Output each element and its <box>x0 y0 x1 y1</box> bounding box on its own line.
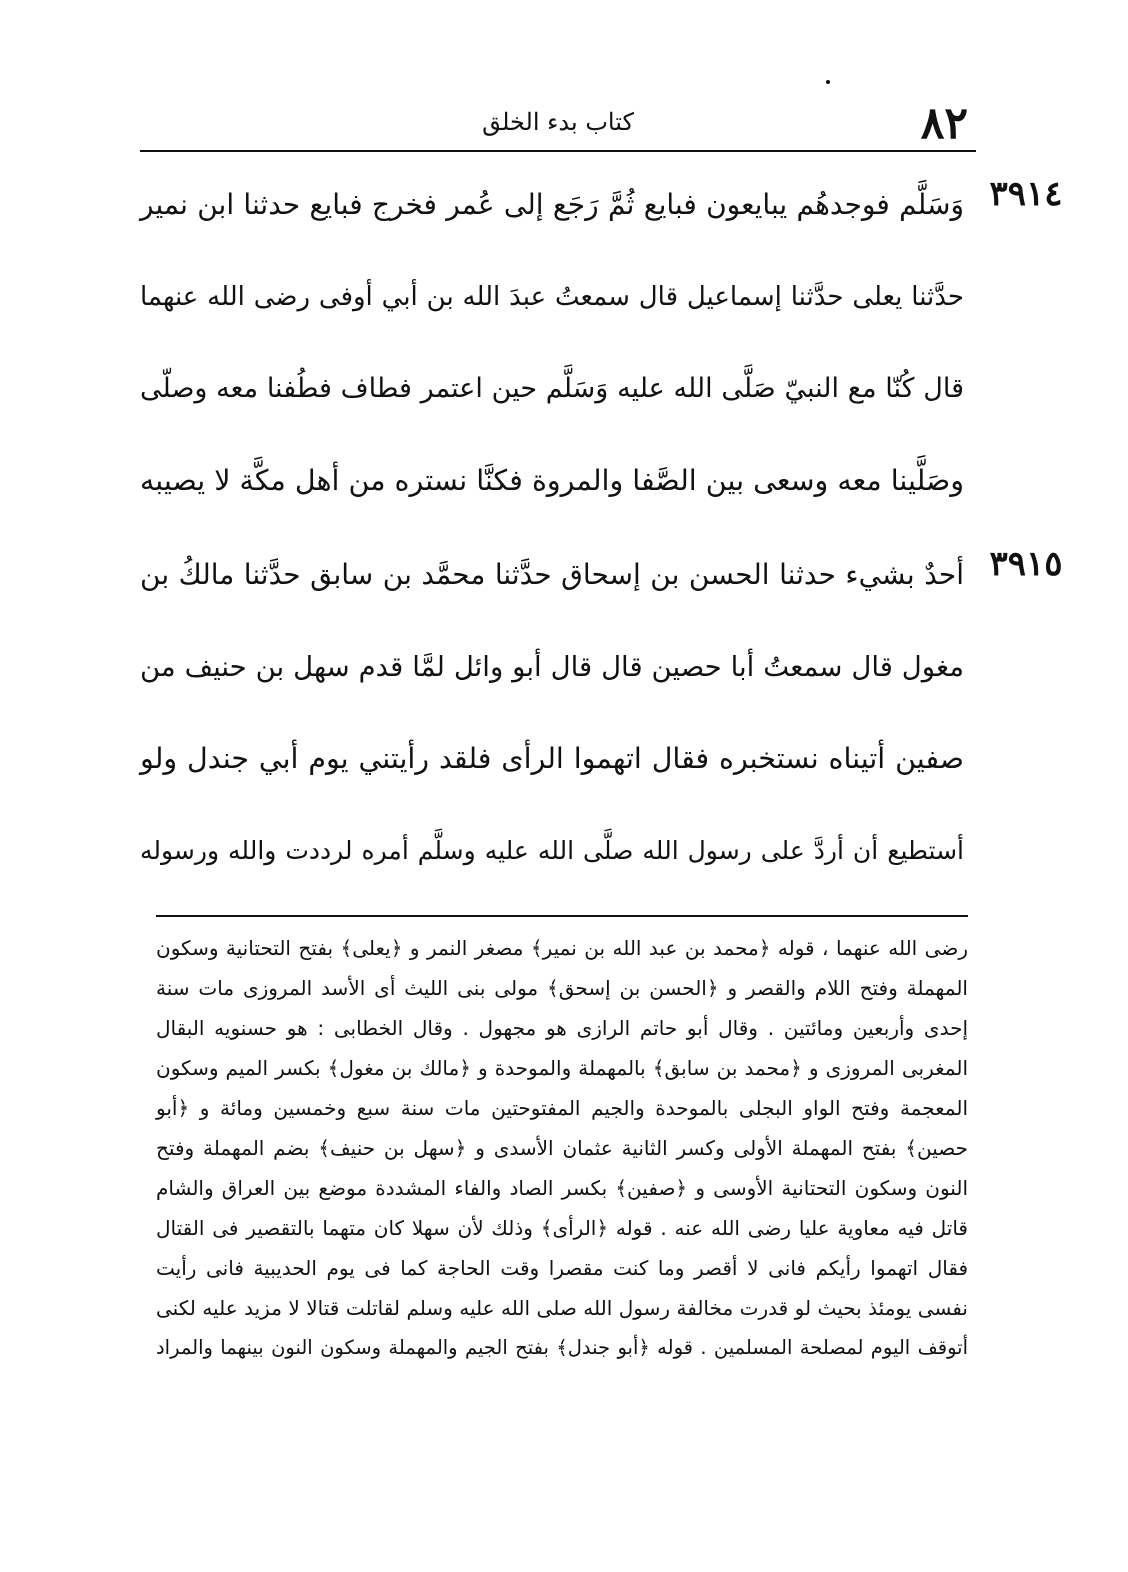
header-divider <box>140 150 976 152</box>
page-header <box>140 100 976 150</box>
footnote-line: المعجمة وفتح الواو البجلى بالموحدة والجيم المفتوحتين مات سنة سبع وخمسين ومائة و ﴿أبو <box>156 1096 968 1120</box>
hadith-line: صفين أتيناه نستخبره فقال اتهموا الرأى فلقد رأيتني يوم أبي جندل ولو <box>140 742 964 775</box>
hadith-text <box>140 540 964 908</box>
footnote-line: أتوقف اليوم لمصلحة المسلمين . قوله ﴿أبو جندل﴾ بفتح الجيم والمهملة وسكون النون بينهما والمراد <box>156 1336 968 1359</box>
footnote-line: فقال اتهموا رأيكم فانى لا أقصر وما كنت مقصرا وقت الحاجة كما فى يوم الحديبية فانى رأيت <box>156 1256 968 1280</box>
footnote-line: نفسى يومئذ بحيث لو قدرت مخالفة رسول الله صلى الله عليه وسلم لقاتلت قتالا لا مزيد عليه لكنى <box>156 1296 968 1320</box>
footnote-line: حصين﴾ بفتح المهملة الأولى وكسر الثانية عثمان الأسدى و ﴿سهل بن حنيف﴾ بضم المهملة وفتح <box>156 1136 968 1160</box>
footnotes <box>156 930 968 1370</box>
hadith-line: أستطيع أن أردَّ على رسول الله صلَّى الله عليه وسلَّم أمره لرددت والله ورسوله <box>140 836 964 865</box>
running-title: كتاب بدء الخلق <box>482 108 634 136</box>
hadith-number: ٣٩١٤ <box>989 174 1063 214</box>
hadith-line: أحدٌ بشيء حدثنا الحسن بن إسحاق حدَّثنا محمَّد بن سابق حدَّثنا مالكُ بن <box>140 558 964 591</box>
footnote-line: إحدى وأربعين ومائتين . وقال أبو حاتم الرازى هو مجهول . وقال الخطابى : هو حسنويه البقال <box>156 1016 968 1040</box>
ink-dot <box>826 80 830 84</box>
hadith-line: وَسَلَّم فوجدهُم يبايعون فبايع ثُمَّ رَجَع إلى عُمر فخرج فبايع حدثنا ابن نمير <box>140 188 964 221</box>
footnote-line: المهملة وفتح اللام والقصر و ﴿الحسن بن إسحق﴾ مولى بنى الليث أى الأسد المروزى مات سنة <box>156 976 968 1000</box>
footnote-line: المغربى المروزى و ﴿محمد بن سابق﴾ بالمهملة والموحدة و ﴿مالك بن مغول﴾ بكسر الميم وسكون <box>156 1056 968 1080</box>
hadith-line: حدَّثنا يعلى حدَّثنا إسماعيل قال سمعتُ عبدَ الله بن أبي أوفى رضى الله عنهما <box>140 282 964 312</box>
hadith-line: وصَلَّينا معه وسعى بين الصَّفا والمروة فكنَّا نستره من أهل مكَّة لا يصيبه <box>140 464 964 497</box>
hadith-number: ٣٩١٥ <box>989 544 1063 584</box>
footnote-divider <box>156 915 968 917</box>
hadith-line: مغول قال سمعتُ أبا حصين قال قال أبو وائل لمَّا قدم سهل بن حنيف من <box>140 651 964 683</box>
page-number: ٨٢ <box>920 98 968 149</box>
hadith-line: قال كُنّا مع النبيّ صَلَّى الله عليه وَسَلَّم حين اعتمر فطاف فطُفنا معه وصلّى <box>140 373 964 404</box>
footnote-line: قاتل فيه معاوية عليا رضى الله عنه . قوله ﴿الرأى﴾ وذلك لأن سهلا كان متهما بالتقصير فى القتال <box>156 1216 968 1240</box>
footnote-line: رضى الله عنهما ، قوله ﴿محمد بن عبد الله بن نمير﴾ مصغر النمر و ﴿يعلى﴾ بفتح التحتانية وسكون <box>156 936 968 960</box>
hadith-text <box>140 170 964 538</box>
footnote-line: النون وسكون التحتانية الأوسى و ﴿صفين﴾ بكسر الصاد والفاء المشددة موضع بين العراق والشام <box>156 1176 968 1200</box>
